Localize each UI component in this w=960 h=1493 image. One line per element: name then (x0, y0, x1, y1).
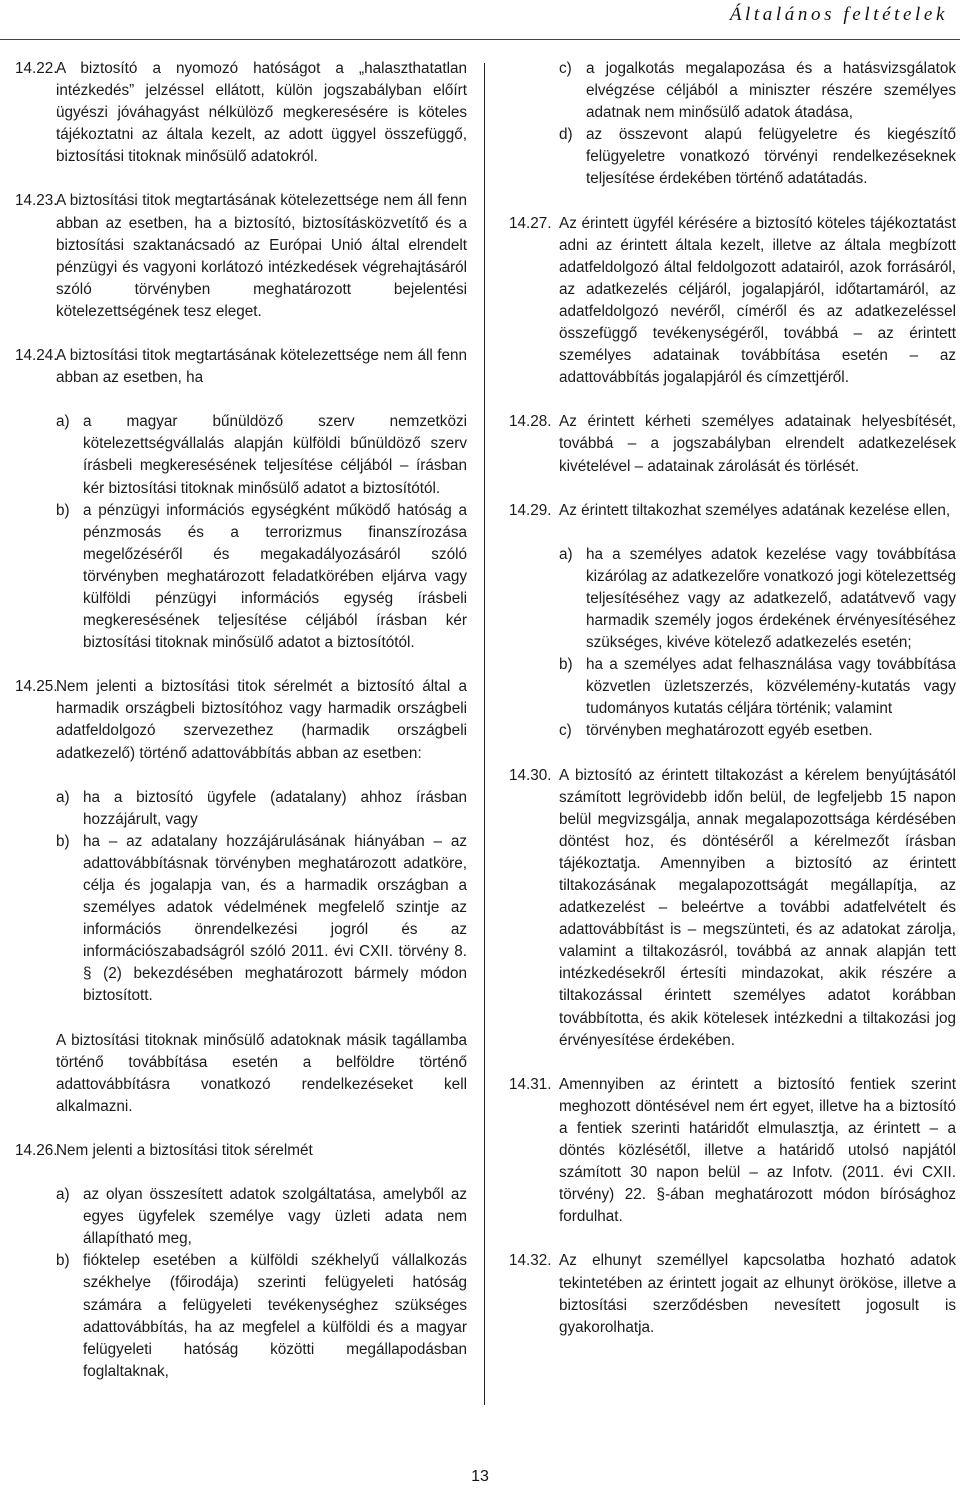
section-14-23 (15, 190, 467, 323)
page-number: 13 (471, 1468, 489, 1485)
list-item-text: a pénzügyi információs egységként működő hatóság a pénzmosás és a terrorizmus finanszírozása megelőzéséről és megakadályozásáról szóló törvényben meghatározott feladatkörében eljárva vagy külföldi pénzügyi információs egység írásbeli megkeresésének teljesítése céljából írásban kér biztosítási titoknak minősülő adatot a biztosítótól. (83, 501, 467, 652)
list-item-text: ha a személyes adatok kezelése vagy továbbítása kizárólag az adatkezelőre vonatkozó jogi kötelezettség teljesítéséhez vagy az adatkezelő, adatátvevő vagy harmadik személy jogos érdekének érvényesítéséhez szükséges, kivéve kötelező adatkezelés esetén; (586, 545, 956, 652)
list-marker: a) (56, 1186, 70, 1204)
section-number: 14.29. (509, 501, 552, 519)
section-text: Nem jelenti a biztosítási titok sérelmét a biztosító által a harmadik országbeli biztosítóhoz vagy harmadik országbeli adatfeldolgozó szervezethez (harmadik országbeli adatkezelő) történő adattovábbítás abban az esetben: (56, 678, 467, 762)
list-marker: b) (559, 656, 573, 674)
list-item-text: törvényben meghatározott egyéb esetben. (586, 722, 873, 740)
section-14-29-list (509, 544, 956, 743)
list-item-text: a jogalkotás megalapozása és a hatásvizsgálatok elvégzése céljából a miniszter részére személyes adatnak nem minősülő adatok átadása, (586, 60, 956, 122)
section-number: 14.30. (509, 766, 552, 784)
list-marker: c) (559, 722, 572, 740)
section-14-24 (15, 345, 467, 389)
section-number: 14.22. (15, 60, 58, 77)
section-14-26 (15, 1140, 467, 1162)
list-item (56, 500, 467, 655)
list-marker: b) (56, 501, 70, 519)
list-item (56, 1184, 467, 1250)
list-item-text: a magyar bűnüldöző szerv nemzetközi kötelezettségvállalás alapján külföldi bűnüldöző szerv írásbeli megkeresésének teljesítése céljából – írásban kér biztosítási titoknak minősülő adatot a biztosítótól. (83, 413, 467, 497)
list-item-text: ha a biztosító ügyfele (adatalany) ahhoz írásban hozzájárult, vagy (83, 788, 467, 828)
section-text: A biztosító a nyomozó hatóságot a „halaszthatatlan intézkedés” jelzéssel ellátott, külön jogszabályban előírt ügyészi jóváhagyást nélkülöző megkeresésére is köteles tájékoztatni az általa kezelt, az adott üggyel összefüggő, biztosítási titoknak minősülő adatokról. (56, 60, 467, 166)
section-text: A biztosítási titok megtartásának kötelezettsége nem áll fenn abban az esetben, ha (56, 347, 467, 387)
section-number: 14.24. (15, 347, 58, 365)
section-14-25-paragraph: A biztosítási titoknak minősülő adatoknak másik tagállamba történő továbbítása esetén a belföldre történő adattovábbításra vonatkozó rendelkezéseket kell alkalmazni. (56, 1031, 467, 1115)
list-item (559, 654, 956, 720)
header-title: Általános feltételek (729, 4, 948, 25)
list-marker: a) (56, 413, 70, 431)
list-marker: b) (56, 832, 70, 850)
section-text: Az elhunyt személlyel kapcsolatba hozható adatok tekintetében az érintett jogait az elhunyt örököse, illetve a biztosítási szerződésben nevesített jogosult is gyakorolhatja. (559, 1252, 956, 1336)
list-item (56, 831, 467, 1008)
section-14-24-list (15, 411, 467, 654)
section-14-25 (15, 676, 467, 764)
list-item (56, 411, 467, 499)
section-14-31 (509, 1074, 956, 1229)
header-rule (0, 39, 960, 40)
section-text: A biztosítási titok megtartásának kötelezettsége nem áll fenn abban az esetben, ha a biztosító, biztosításközvetítő és a biztosítási szaktanácsadó az Európai Unió által elrendelt pénzügyi és vagyoni korlátozó intézkedések végrehajtásáról szóló törvényben meghatározott bejelentési kötelezettségének tesz eleget. (56, 192, 467, 320)
list-item-text: az összevont alapú felügyeletre és kiegészítő felügyeletre vonatkozó törvényi rendelkezéseknek teljesítése érdekében történő adatátadás. (586, 126, 956, 188)
list-item (56, 1250, 467, 1383)
list-marker: b) (56, 1252, 70, 1270)
section-number: 14.28. (509, 413, 552, 431)
section-number: 14.27. (509, 214, 552, 232)
column-divider (484, 63, 485, 1405)
list-item-text: fióktelep esetében a külföldi székhelyű vállalkozás székhelye (főirodája) szerinti felügyeleti hatóság számára a felügyeleti tevékenységhez szükséges adattovábbítás, ha az megfelel a külföldi és a magyar felügyeleti hatóság közötti megállapodásban foglaltaknak, (83, 1252, 467, 1380)
section-number: 14.25. (15, 678, 58, 696)
list-marker: a) (56, 788, 70, 806)
section-number: 14.23. (15, 192, 58, 210)
list-item-text: ha a személyes adat felhasználása vagy továbbítása közvetlen üzletszerzés, közvélemény-kutatás vagy tudományos kutatás céljára történik; valamint (586, 656, 956, 718)
section-14-22 (15, 58, 467, 168)
list-item (559, 58, 956, 124)
list-marker: c) (559, 60, 572, 77)
list-item-text: az olyan összesített adatok szolgáltatása, amelyből az egyes ügyfelek személye vagy üzleti adata nem állapítható meg, (83, 1186, 467, 1248)
section-14-26-continued-list (509, 58, 956, 191)
section-14-26-list (15, 1184, 467, 1383)
section-number: 14.31. (509, 1075, 552, 1093)
section-text: Amennyiben az érintett a biztosító fentiek szerint meghozott döntésével nem ért egyet, illetve ha a biztosító a fentiek szerinti határidőt elmulasztja, az érintett – a döntés közlésétől, illetve a határidő utolsó napjától számított 30 napon belül – az Infotv. (2011. évi CXII. törvény) 22. §-ában meghatározott módon bírósághoz fordulhat. (559, 1075, 956, 1226)
list-marker: d) (559, 126, 573, 144)
right-column (509, 58, 956, 1339)
left-column (15, 58, 467, 1383)
section-number: 14.32. (509, 1252, 552, 1270)
section-14-27 (509, 213, 956, 390)
section-14-32 (509, 1250, 956, 1338)
list-item (559, 544, 956, 654)
section-text: Nem jelenti a biztosítási titok sérelmét (56, 1141, 313, 1159)
section-14-29 (509, 500, 956, 522)
list-item-text: ha – az adatalany hozzájárulásának hiányában – az adattovábbításnak törvényben meghatározott adatköre, célja és jogalapja van, és a harmadik országban a személyes adatok védelmének megfelelő szintje az információs önrendelkezési jogról és az információszabadságról szóló 2011. évi CXII. törvény 8. § (2) bekezdésében meghatározott bármely módon biztosított. (83, 832, 467, 1005)
section-text: Az érintett tiltakozhat személyes adatának kezelése ellen, (559, 501, 951, 519)
section-text: A biztosító az érintett tiltakozást a kérelem benyújtásától számított legrövidebb időn belül, de legfeljebb 15 napon belül megvizsgálja, annak megalapozottsága kérdésében döntést hoz, és döntéséről a kérelmezőt írásban tájékoztatja. Amennyiben a biztosító az érintett tiltakozásának megalapozottságát megállapítja, az adatkezelést – beleértve a további adatfelvételt és adattovábbítást is – megszünteti, és az adatokat zárolja, valamint a tiltakozásról, továbbá az annak alapján tett intézkedésekről értesíti mindazokat, akik részére a tiltakozással érintett személyes adatot korábban továbbította, és akik kötelesek intézkedni a tiltakozási jog érvényesítése érdekében. (559, 766, 956, 1049)
section-14-30 (509, 765, 956, 1052)
list-item (559, 720, 956, 742)
section-14-25-list (15, 787, 467, 1008)
section-number: 14.26. (15, 1141, 58, 1159)
list-marker: a) (559, 545, 573, 563)
section-text: Az érintett ügyfél kérésére a biztosító köteles tájékoztatást adni az érintett általa kezelt, illetve az általa megbízott adatfeldolgozó által feldolgozott adatairól, azok forrásáról, az adatkezelés céljáról, jogalapjáról, időtartamáról, az adatfeldolgozó nevéről, címéről és az adatkezeléssel összefüggő tevékenységéről, továbbá – az érintett személyes adatainak továbbítása esetén – az adattovábbítás jogalapjáról és címzettjéről. (559, 214, 956, 387)
list-item (559, 124, 956, 190)
section-text: Az érintett kérheti személyes adatainak helyesbítését, továbbá – a jogszabályban elrendelt adatkezelések kivételével – adatainak zárolását és törlését. (559, 413, 956, 475)
list-item (56, 787, 467, 831)
section-14-28 (509, 411, 956, 477)
